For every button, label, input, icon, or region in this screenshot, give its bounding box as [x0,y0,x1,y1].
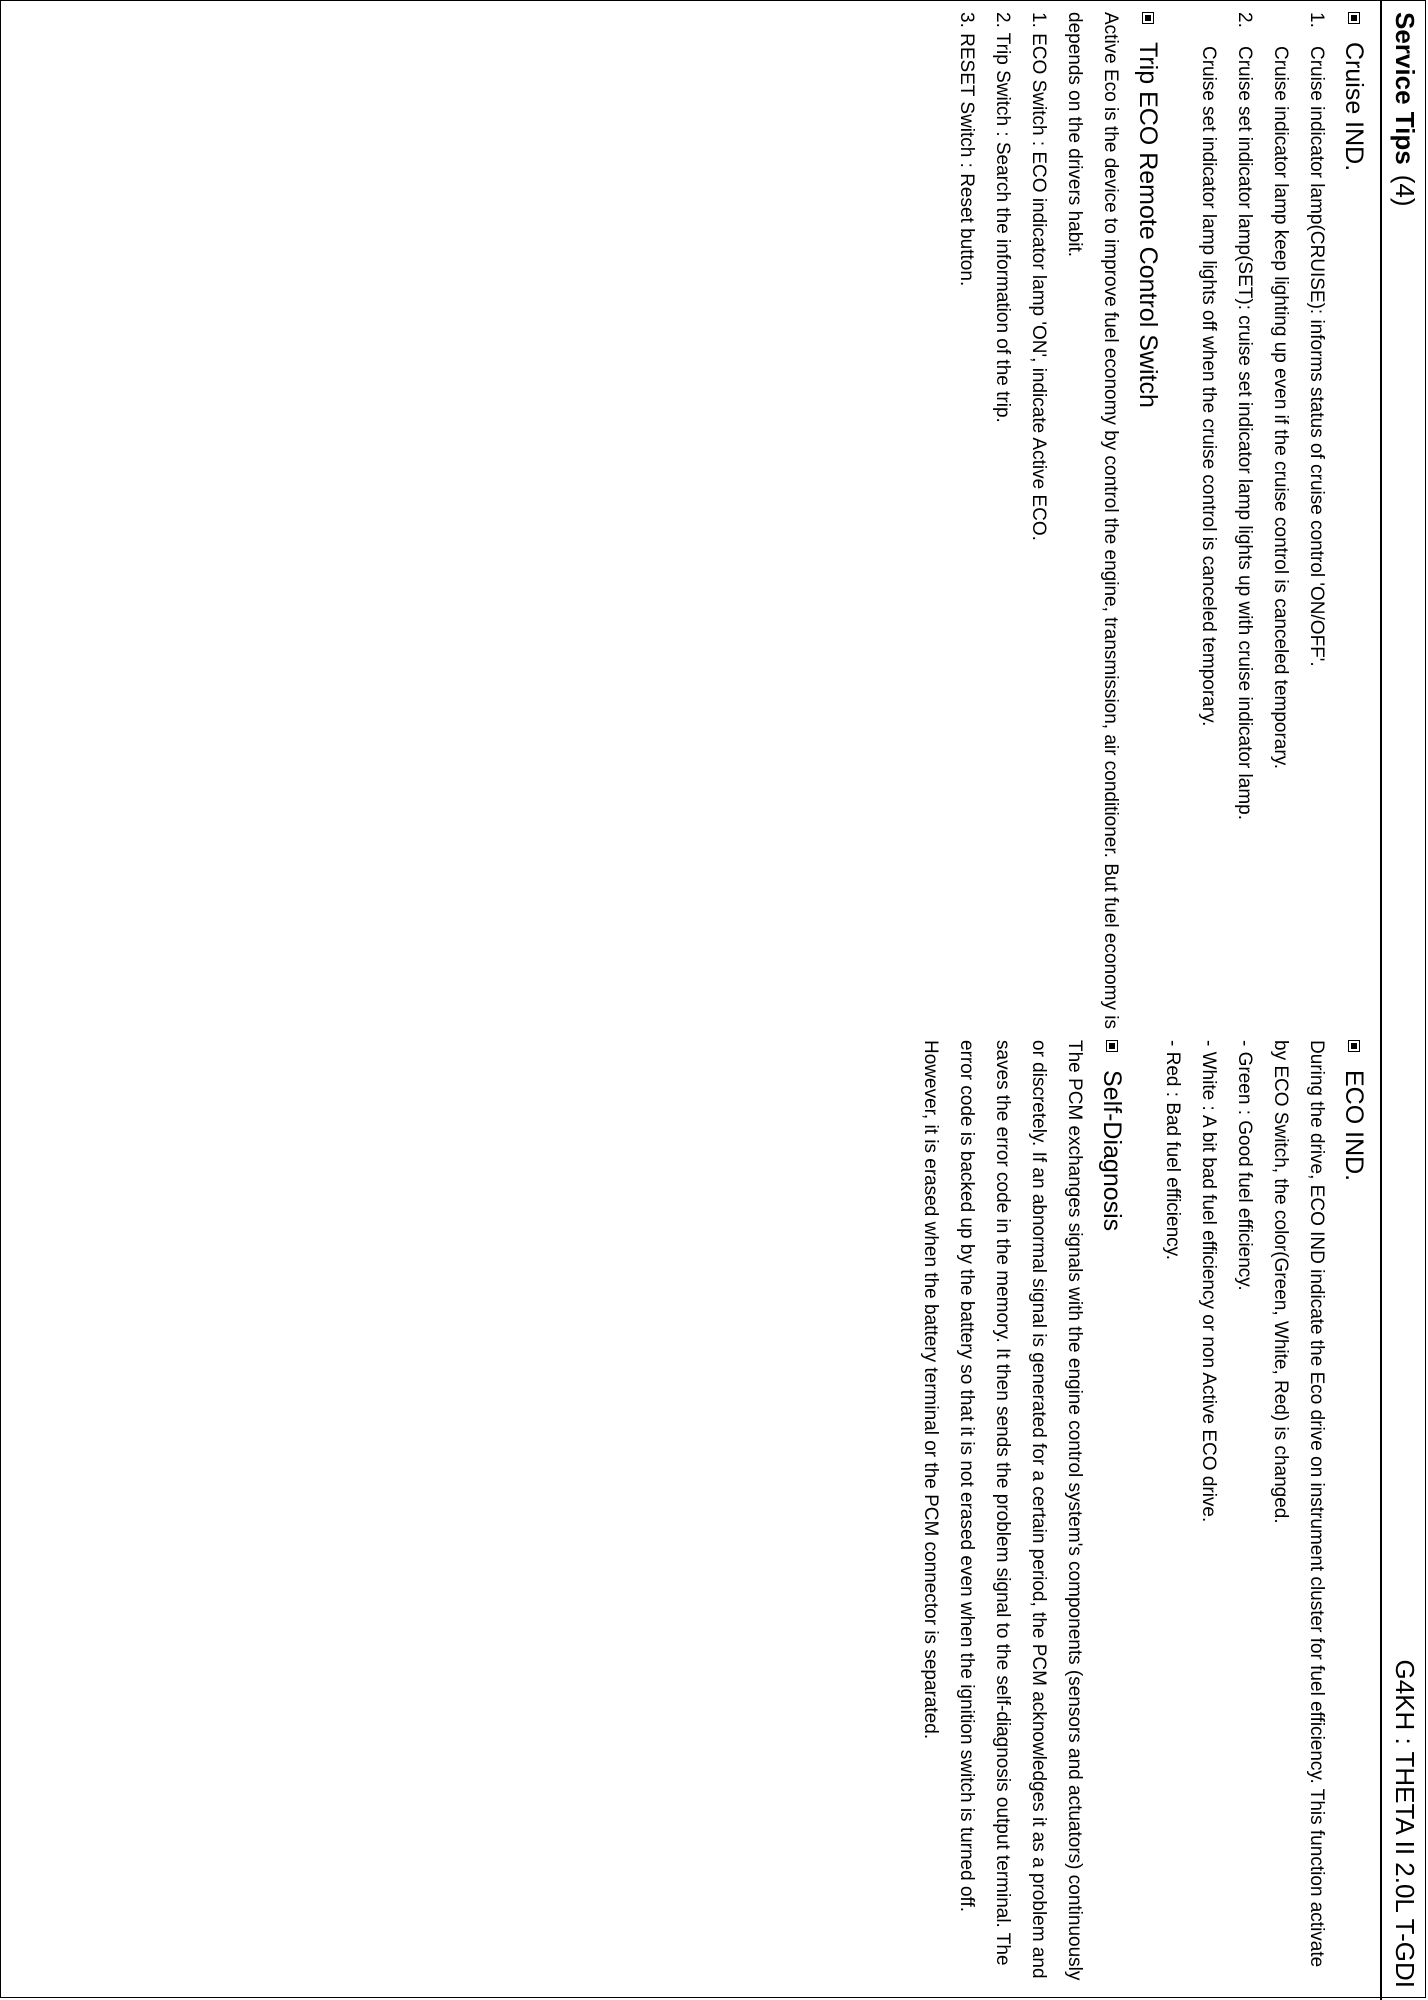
trip-eco-item-1: 1. ECO Switch : ECO indicator lamp 'ON', indicate Active ECO. [1028,12,1049,541]
eco-ind-item-red: - Red : Bad fuel efficiency. [1162,1040,1183,1261]
square-bullet-icon [1142,12,1154,24]
cruise-item-2-text: Cruise set indicator lamp(SET): cruise set indicator lamp lights up with cruise indicator lamp. [1234,46,1255,821]
eco-ind-item-green: - Green : Good fuel efficiency. [1234,1040,1255,1291]
right-column [912,1040,1374,1990]
eco-ind-heading [1334,1040,1374,1990]
cruise-item-1-text: Cruise indicator lamp(CRUISE): informs status of cruise control 'ON/OFF'. [1306,46,1327,667]
cruise-item-2 [1226,12,1262,1032]
eco-ind-heading-text: ECO IND. [1340,1070,1368,1182]
eco-ind-intro: During the drive, ECO IND indicate the Eco drive on instrument cluster for fuel efficiency. This function activate by ECO Switch, the color(Green, White, Red) is changed. [1270,1040,1327,1968]
page-title [1389,12,1420,207]
page-header [1380,0,1428,2000]
self-diagnosis-text: The PCM exchanges signals with the engine control system's components (sensors and actuators) continuously or discretely. If an abnormal signal is generated for a certain period, the PCM acknowledges it as a problem and saves the error code in the memory. It then sends the problem signal to the self-diagnosis output terminal. The error code is backed up by the battery so that it is not erased even when the ignition switch is turned off. However, it is erased when the battery terminal or the PCM connector is separated. [920,1040,1085,1981]
left-column [948,12,1374,1032]
self-diagnosis-heading [1092,1040,1132,1990]
trip-eco-heading [1128,12,1168,1032]
cruise-item-1 [1298,12,1334,1032]
cruise-item-1-number: 1. [1306,12,1327,28]
self-diagnosis-heading-text: Self-Diagnosis [1098,1070,1126,1232]
trip-eco-heading-text: Trip ECO Remote Control Switch [1134,42,1162,408]
title-text: Service Tips [1390,12,1420,165]
trip-eco-intro: Active Eco is the device to improve fuel economy by control the engine, transmission, air conditioner. But fuel economy is depends on the drivers habit. [1064,12,1121,1030]
page-number: (4) [1390,174,1420,207]
cruise-heading-text: Cruise IND. [1340,42,1368,172]
cruise-heading [1334,12,1374,1032]
square-bullet-icon [1348,12,1360,24]
engine-model: G4KH : THETA II 2.0L T-GDI [1390,1659,1420,1988]
cruise-item-2-number: 2. [1234,12,1255,28]
cruise-item-1-note: Cruise indicator lamp keep lighting up even if the cruise control is canceled temporary. [1270,46,1291,770]
square-bullet-icon [1106,1040,1118,1052]
trip-eco-item-2: 2. Trip Switch : Search the information of the trip. [992,12,1013,423]
eco-ind-item-white: - White : A bit bad fuel efficiency or non Active ECO drive. [1198,1040,1219,1523]
square-bullet-icon [1348,1040,1360,1052]
cruise-item-2-note: Cruise set indicator lamp lights off when the cruise control is canceled temporary. [1198,46,1219,727]
trip-eco-item-3: 3. RESET Switch : Reset button. [956,12,977,287]
